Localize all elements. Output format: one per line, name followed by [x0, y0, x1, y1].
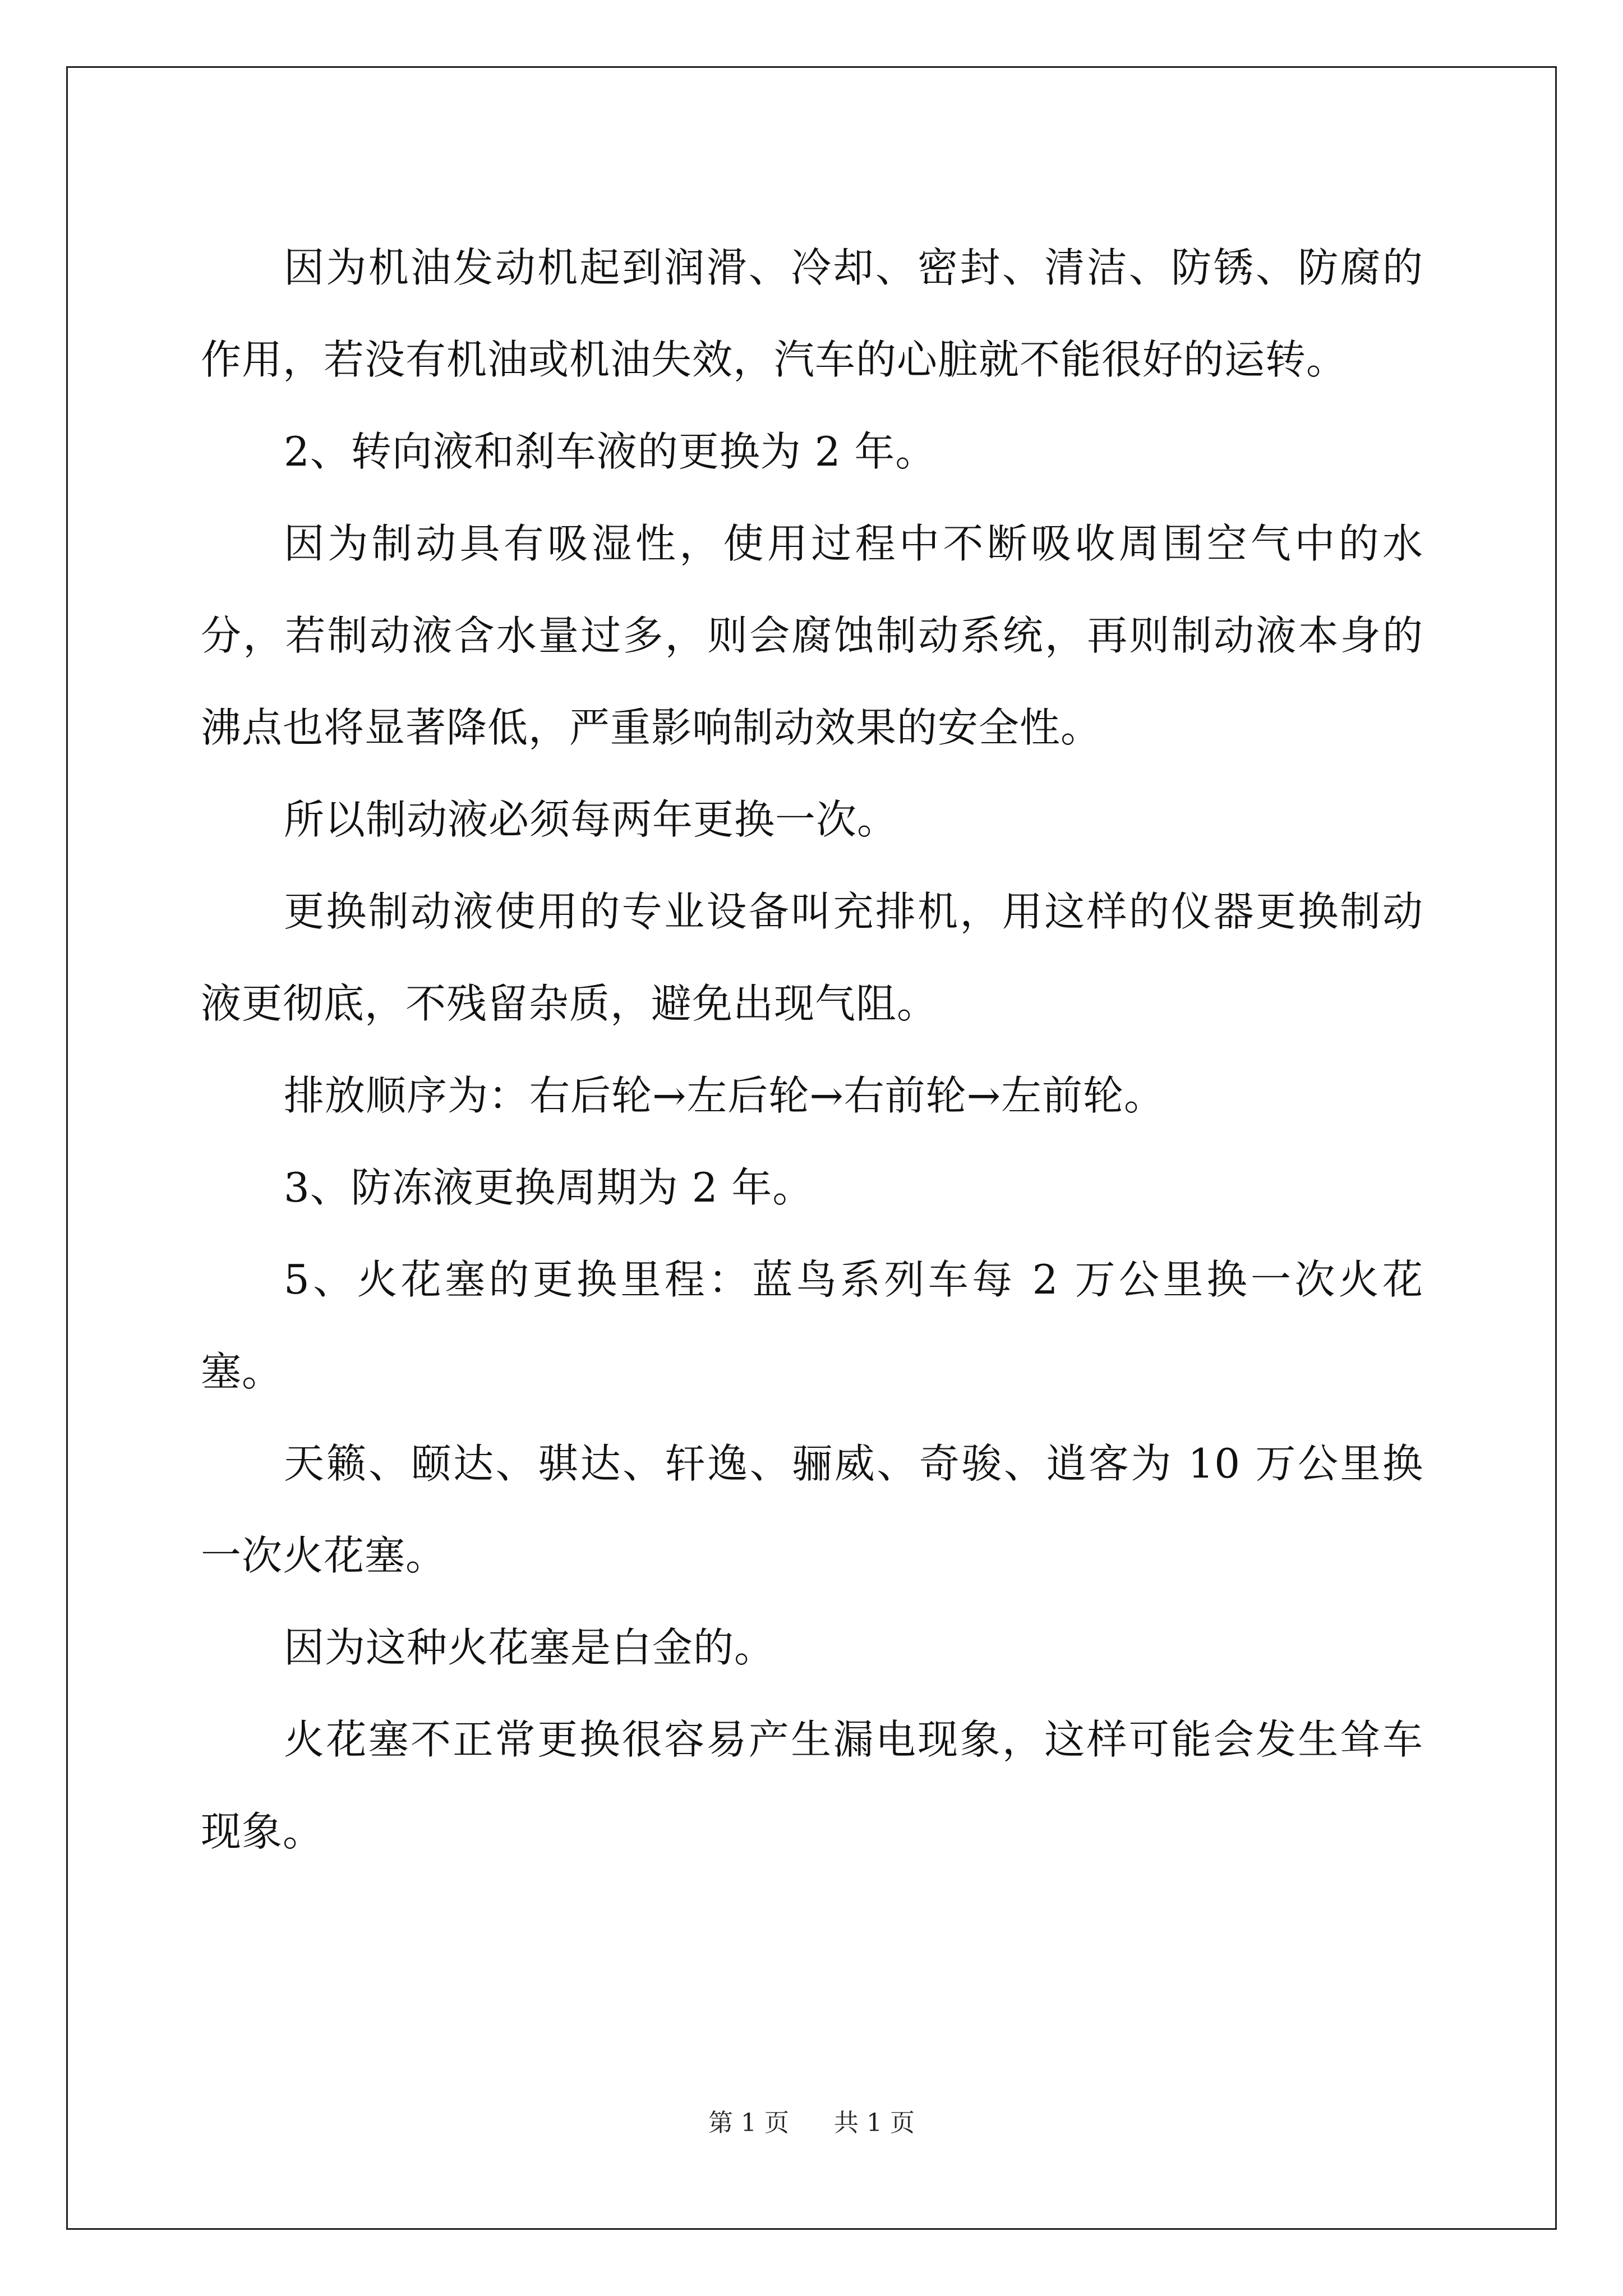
page-number: 第 1 页	[708, 2109, 789, 2137]
paragraph: 天籁、颐达、骐达、轩逸、骊威、奇骏、逍客为 10 万公里换一次火花塞。	[201, 1440, 1423, 1579]
document-body	[201, 222, 1423, 1878]
paragraph: 因为制动具有吸湿性，使用过程中不断吸收周围空气中的水分，若制动液含水量过多，则会腐蚀制动系统，再则制动液本身的沸点也将显著降低，严重影响制动效果的安全性。	[201, 520, 1423, 751]
paragraph: 因为这种火花塞是白金的。	[284, 1624, 776, 1671]
paragraph: 2、转向液和刹车液的更换为 2 年。	[284, 428, 937, 475]
paragraph: 因为机油发动机起到润滑、冷却、密封、清洁、防锈、防腐的作用，若没有机油或机油失效，汽车的心脏就不能很好的运转。	[201, 244, 1423, 383]
paragraph: 排放顺序为：右后轮→左后轮→右前轮→左前轮。	[284, 1072, 1165, 1119]
paragraph: 更换制动液使用的专业设备叫充排机，用这样的仪器更换制动液更彻底，不残留杂质，避免出现气阻。	[201, 888, 1423, 1027]
paragraph: 火花塞不正常更换很容易产生漏电现象，这样可能会发生耸车现象。	[201, 1716, 1423, 1855]
page-total: 共 1 页	[834, 2109, 915, 2137]
paragraph: 5、火花塞的更换里程：蓝鸟系列车每 2 万公里换一次火花塞。	[201, 1256, 1423, 1395]
page-footer	[0, 2106, 1623, 2140]
paragraph: 3、防冻液更换周期为 2 年。	[284, 1164, 814, 1211]
paragraph: 所以制动液必须每两年更换一次。	[284, 796, 898, 843]
